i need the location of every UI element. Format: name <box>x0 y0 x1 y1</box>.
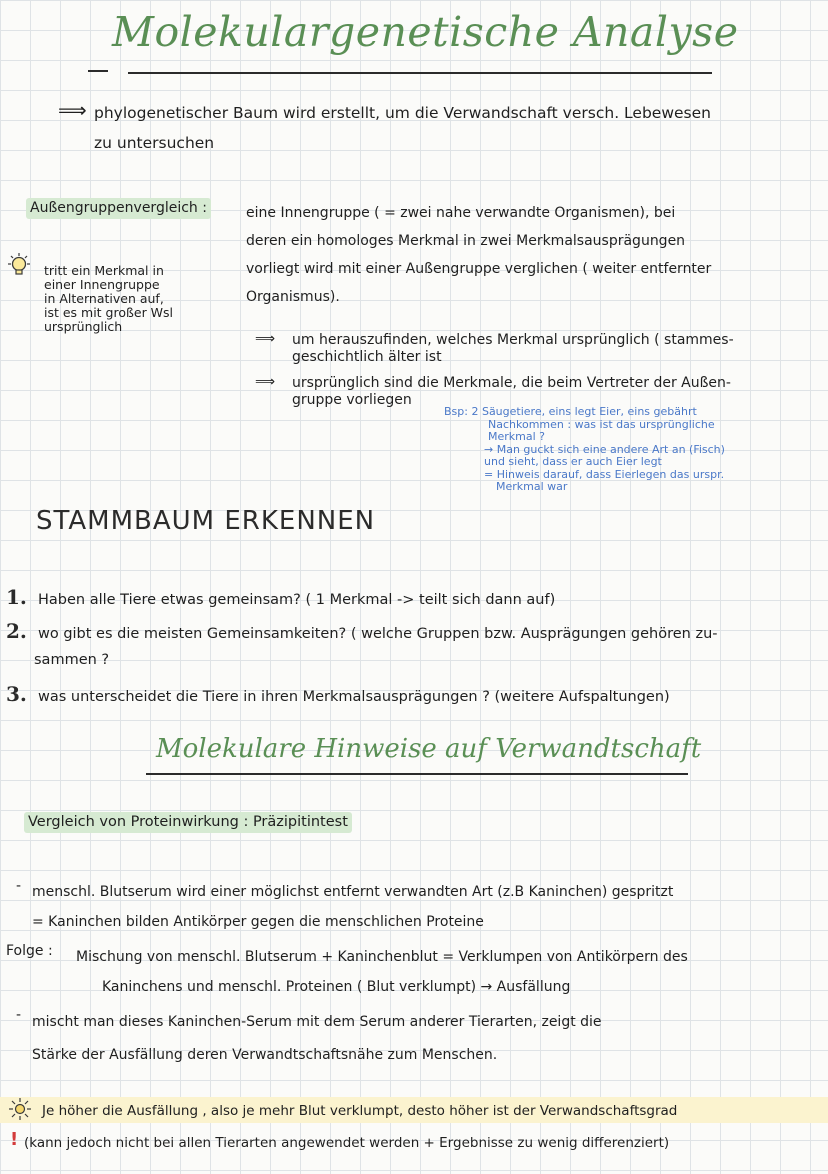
stammbaum-item-3 <box>6 682 670 707</box>
title-dash <box>88 70 108 72</box>
bullet-dash: - <box>16 878 22 894</box>
folge-line: Kaninchens und menschl. Proteinen ( Blut verklumpt) → Ausfällung <box>102 979 571 995</box>
stammbaum-item-1 <box>6 585 555 610</box>
sun-icon <box>8 1097 32 1125</box>
praezipitintest-label: Vergleich von Proteinwirkung : Präzipitintest <box>24 812 352 833</box>
bullet-line: menschl. Blutserum wird einer möglichst entfernt verwandten Art (z.B Kaninchen) gespritzt <box>32 884 674 900</box>
caveat-mark: ! <box>10 1129 19 1150</box>
molekular-underline <box>146 773 688 775</box>
arrow-1-text <box>292 332 734 366</box>
page-title: Molekulargenetische Analyse <box>112 8 739 56</box>
intro-line-2: zu untersuchen <box>94 134 215 152</box>
arrow-text-line: um herauszufinden, welches Merkmal ursprünglich ( stammes- <box>292 332 734 348</box>
bullet-1 <box>32 877 673 937</box>
bullet-line: mischt man dieses Kaninchen-Serum mit dem Serum anderer Tierarten, zeigt die <box>32 1014 602 1030</box>
conclusion-text: Je höher die Ausfällung , also je mehr Blut verklumpt, desto höher ist der Verwandschaftsgrad <box>42 1103 678 1119</box>
stammbaum-item-2-cont: sammen ? <box>34 652 110 668</box>
item-text: wo gibt es die meisten Gemeinsamkeiten? ( welche Gruppen bzw. Ausprägungen gehören zu- <box>37 626 718 642</box>
aussengruppe-text-line: deren ein homologes Merkmal in zwei Merkmalsausprägungen <box>246 233 686 249</box>
example-line: = Hinweis darauf, dass Eierlegen das urspr. <box>484 467 725 481</box>
folge-text <box>76 942 688 1002</box>
item-number: 3. <box>6 682 27 706</box>
example-line: Merkmal ? <box>488 430 545 443</box>
arrow-1-icon: ⟹ <box>255 331 276 347</box>
item-text: was unterscheidet die Tiere in ihren Merkmalsausprägungen ? (weitere Aufspaltungen) <box>37 689 670 705</box>
arrow-text-line: ursprünglich sind die Merkmale, die beim Vertreter der Außen- <box>292 375 731 391</box>
arrow-2-icon: ⟹ <box>255 374 276 390</box>
note-line: ist es mit großer Wsl <box>44 305 174 320</box>
lightbulb-note <box>44 264 173 334</box>
example-line: → Man guckt sich eine andere Art an (Fisch) <box>484 442 725 456</box>
bullet-2 <box>32 1006 602 1072</box>
arrow-2-text <box>292 375 731 409</box>
caveat-text: (kann jedoch nicht bei allen Tierarten angewendet werden + Ergebnisse zu wenig differenziert) <box>24 1135 670 1151</box>
example-line: Nachkommen : was ist das ursprüngliche <box>488 417 715 431</box>
molekular-heading: Molekulare Hinweise auf Verwandtschaft <box>156 734 702 764</box>
stammbaum-item-2 <box>6 619 718 644</box>
item-number: 1. <box>6 585 27 609</box>
aussengruppe-text <box>246 199 711 311</box>
note-line: einer Innengruppe <box>44 277 160 292</box>
aussengruppe-label: Außengruppenvergleich : <box>26 198 211 219</box>
folge-line: Mischung von menschl. Blutserum + Kaninchenblut = Verklumpen von Antikörpern des <box>76 949 688 965</box>
item-number: 2. <box>6 619 27 643</box>
note-line: in Alternativen auf, <box>44 291 164 306</box>
folge-label: Folge : <box>6 943 53 959</box>
example-line: und sieht, dass er auch Eier legt <box>484 455 662 468</box>
example-line: Merkmal war <box>496 480 568 493</box>
arrow-text-line: gruppe vorliegen <box>292 392 412 408</box>
example-line: Bsp: 2 Säugetiere, eins legt Eier, eins gebährt <box>444 405 697 418</box>
stammbaum-heading: STAMMBAUM ERKENNEN <box>36 506 376 536</box>
aussengruppe-text-line: vorliegt wird mit einer Außengruppe verglichen ( weiter entfernter <box>246 261 712 277</box>
note-line: ursprünglich <box>44 319 123 334</box>
intro-line-1: phylogenetischer Baum wird erstellt, um die Verwandschaft versch. Lebewesen <box>94 104 711 122</box>
aussengruppe-text-line: Organismus). <box>246 289 340 305</box>
example-note <box>444 406 725 494</box>
bullet-line: Stärke der Ausfällung deren Verwandtschaftsnähe zum Menschen. <box>32 1047 498 1063</box>
note-line: tritt ein Merkmal in <box>44 263 164 278</box>
bullet-line: = Kaninchen bilden Antikörper gegen die menschlichen Proteine <box>32 914 484 930</box>
title-underline <box>128 72 712 74</box>
lightbulb-icon <box>6 252 32 282</box>
intro-arrow: ⟹ <box>58 98 87 122</box>
item-text: Haben alle Tiere etwas gemeinsam? ( 1 Merkmal -> teilt sich dann auf) <box>37 592 556 608</box>
bullet-dash-2: - <box>16 1007 22 1023</box>
arrow-text-line: geschichtlich älter ist <box>292 349 442 365</box>
aussengruppe-text-line: eine Innengruppe ( = zwei nahe verwandte Organismen), bei <box>246 205 676 221</box>
